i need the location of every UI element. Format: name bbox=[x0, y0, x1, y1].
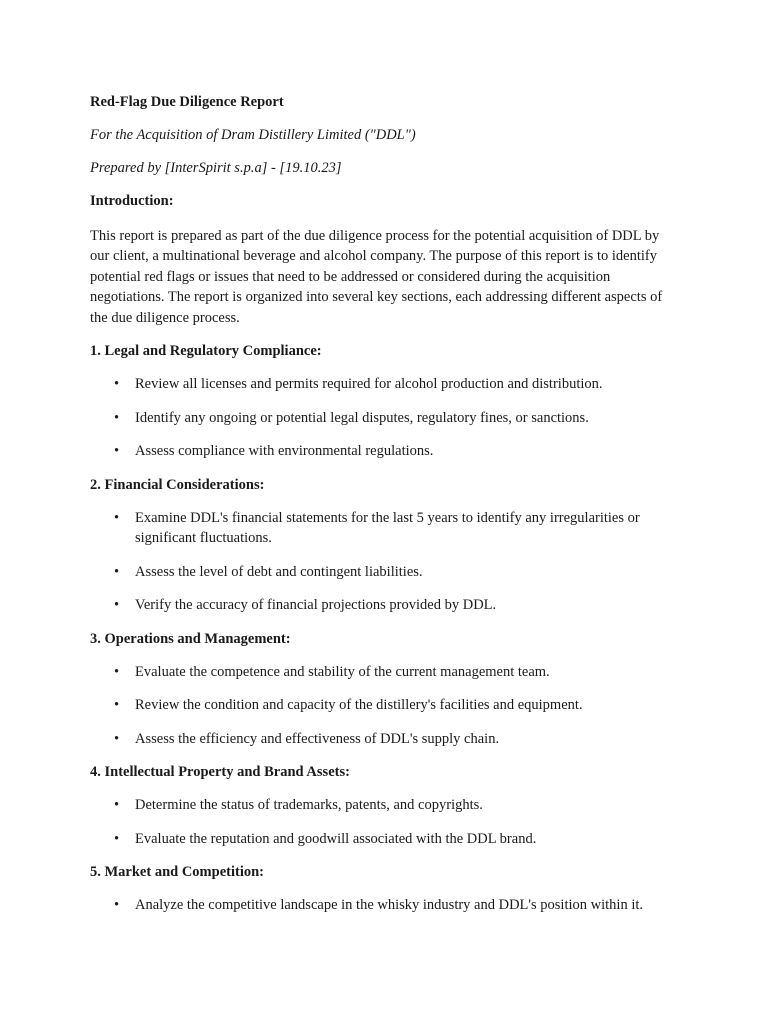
bullet-icon: • bbox=[114, 409, 120, 426]
bullet-list bbox=[90, 895, 680, 916]
section-heading: 3. Operations and Management: bbox=[90, 630, 291, 647]
bullet-list bbox=[90, 374, 680, 462]
bullet-icon: • bbox=[114, 697, 120, 713]
section-ip-brand bbox=[90, 762, 680, 849]
list-item bbox=[90, 795, 680, 816]
section-heading: 4. Intellectual Property and Brand Assets: bbox=[90, 764, 350, 780]
list-item bbox=[90, 829, 680, 850]
list-item-text: Assess compliance with environmental regulations. bbox=[135, 443, 434, 459]
list-item-text: Evaluate the competence and stability of the current management team. bbox=[135, 663, 550, 680]
introduction-body: This report is prepared as part of the due diligence process for the potential acquisition of DDL by our client, a multinational beverage and alcohol company. The purpose of this report is to identify potential red flags or issues that need to be addressed or considered during the acquisition negotiations. The report is organized into several key sections, each addressing different aspects of the due diligence process. bbox=[90, 227, 663, 326]
bullet-icon: • bbox=[114, 563, 120, 580]
prepared-by: Prepared by [InterSpirit s.p.a] - [19.10.23] bbox=[90, 160, 342, 176]
bullet-icon: • bbox=[114, 830, 120, 847]
list-item-text: Verify the accuracy of financial projections provided by DDL. bbox=[135, 597, 497, 613]
report-title: Red-Flag Due Diligence Report bbox=[90, 94, 284, 110]
bullet-icon: • bbox=[114, 376, 120, 392]
list-item bbox=[90, 895, 680, 916]
bullet-icon: • bbox=[114, 797, 120, 813]
bullet-list bbox=[90, 795, 680, 849]
document-page bbox=[90, 92, 680, 929]
list-item-text: Review all licenses and permits required for alcohol production and distribution. bbox=[135, 376, 603, 392]
list-item bbox=[90, 562, 680, 583]
section-legal bbox=[90, 341, 680, 462]
list-item-text: Analyze the competitive landscape in the whisky industry and DDL's position within it. bbox=[135, 897, 644, 913]
list-item bbox=[90, 729, 680, 750]
bullet-list bbox=[90, 662, 680, 750]
bullet-icon: • bbox=[114, 509, 120, 526]
section-market bbox=[90, 862, 680, 916]
section-heading: 1. Legal and Regulatory Compliance: bbox=[90, 343, 322, 359]
list-item-text: Assess the efficiency and effectiveness of DDL's supply chain. bbox=[135, 730, 500, 747]
list-item-text: Identify any ongoing or potential legal disputes, regulatory fines, or sanctions. bbox=[135, 409, 589, 426]
bullet-icon: • bbox=[114, 443, 120, 459]
list-item bbox=[90, 508, 680, 549]
introduction-heading: Introduction: bbox=[90, 193, 174, 209]
list-item-text: Review the condition and capacity of the distillery's facilities and equipment. bbox=[135, 697, 583, 713]
list-item-text: Assess the level of debt and contingent liabilities. bbox=[135, 563, 423, 580]
list-item-text: Evaluate the reputation and goodwill associated with the DDL brand. bbox=[135, 830, 537, 847]
section-heading: 5. Market and Competition: bbox=[90, 864, 264, 880]
bullet-icon: • bbox=[114, 730, 120, 747]
list-item bbox=[90, 662, 680, 683]
bullet-icon: • bbox=[114, 897, 120, 913]
list-item bbox=[90, 595, 680, 616]
bullet-icon: • bbox=[114, 663, 120, 680]
section-financial bbox=[90, 475, 680, 616]
report-subtitle: For the Acquisition of Dram Distillery Limited ("DDL") bbox=[90, 127, 416, 143]
list-item bbox=[90, 408, 680, 429]
section-heading: 2. Financial Considerations: bbox=[90, 476, 265, 493]
list-item bbox=[90, 374, 680, 395]
list-item bbox=[90, 441, 680, 462]
list-item-text: Examine DDL's financial statements for the last 5 years to identify any irregularities or significant fluctuations. bbox=[135, 509, 640, 546]
list-item bbox=[90, 695, 680, 716]
bullet-icon: • bbox=[114, 597, 120, 613]
bullet-list bbox=[90, 508, 680, 616]
list-item-text: Determine the status of trademarks, patents, and copyrights. bbox=[135, 797, 483, 813]
section-operations bbox=[90, 629, 680, 750]
